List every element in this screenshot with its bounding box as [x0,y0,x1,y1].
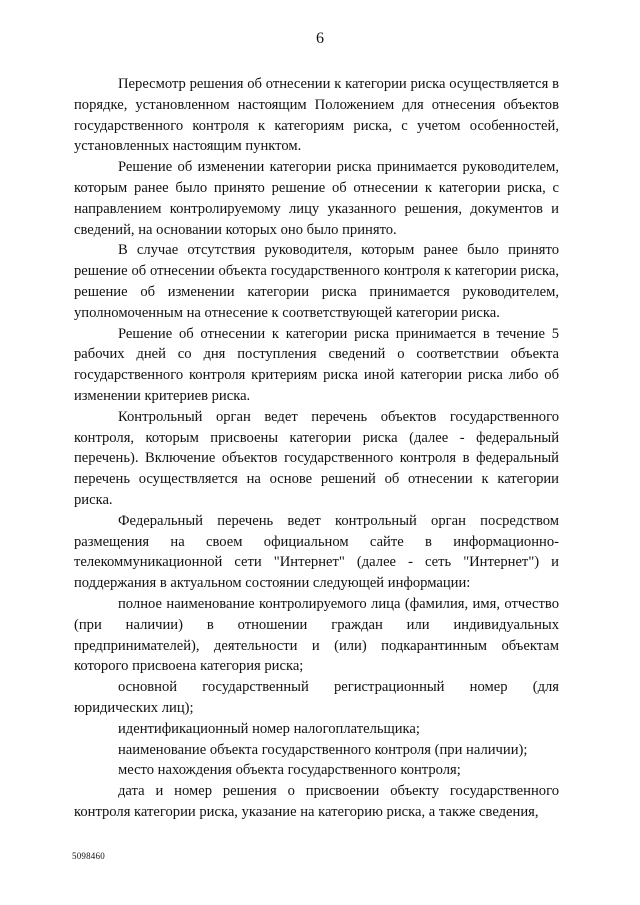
list-item-full-name: полное наименование контролируемого лица (фамилия, имя, отчество (при наличии) в отношении граждан или индивидуальных предпринимателей), деятельности и (или) подкарантинным объектам которого присвоена категория риска; [74,595,559,675]
list-item-decision-date: дата и номер решения о присвоении объекту государственного контроля категории риска, указание на категорию риска, а также сведения, [74,783,559,820]
list-item-object-name: наименование объекта государственного контроля (при наличии); [118,741,528,758]
list-item-inn: идентификационный номер налогоплательщика; [118,720,420,737]
page-number: 6 [316,30,324,47]
paragraph-absence-of-head: В случае отсутствия руководителя, которым ранее было принято решение об отнесении объекта государственного контроля к категории риска, решение об изменении категории риска принимается руководителем, уполномоченным на отнесение к соответствующей категории риска. [74,242,559,321]
document-body [74,74,559,823]
paragraph-change-decision: Решение об изменении категории риска принимается руководителем, которым ранее было принято решение об отнесении к категории риска, с направлением контролируемому лицу указанного решения, документов и сведений, на основании которых оно было принято. [74,159,559,238]
document-code: 5098460 [72,851,105,861]
list-item-object-location: место нахождения объекта государственного контроля; [118,762,461,779]
paragraph-revision: Пересмотр решения об отнесении к категории риска осуществляется в порядке, установленном настоящим Положением для отнесения объектов государственного контроля к категориям риска, с учетом особенностей, установленных настоящим пунктом. [74,76,559,155]
paragraph-federal-list: Контрольный орган ведет перечень объектов государственного контроля, которым присвоены категории риска (далее - федеральный перечень). Включение объектов государственного контроля в федеральный перечень осуществляется на основе решений об отнесении к категории риска. [74,408,559,508]
paragraph-decision-term: Решение об отнесении к категории риска принимается в течение 5 рабочих дней со дня поступления сведений о соответствии объекта государственного контроля критериям риска иной категории риска либо об изменении критериев риска. [74,325,559,404]
paragraph-list-maintenance: Федеральный перечень ведет контрольный орган посредством размещения на своем официальном сайте в информационно-телекоммуникационной сети "Интернет" (далее - сеть "Интернет") и поддержания в актуальном состоянии следующей информации: [74,512,559,592]
list-item-ogrn: основной государственный регистрационный номер (для юридических лиц); [74,679,559,716]
